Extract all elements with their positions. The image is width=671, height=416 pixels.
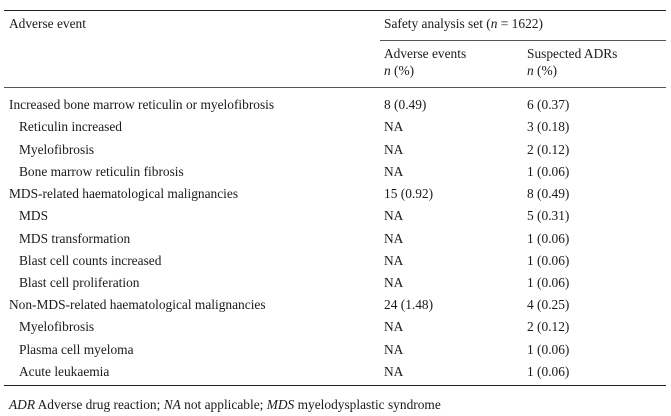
row-label: Bone marrow reticulin fibrosis — [19, 164, 184, 179]
row-label: Myelofibrosis — [19, 319, 95, 334]
row-label: Reticulin increased — [19, 119, 122, 134]
row-adr-value: 1 (0.06) — [527, 231, 570, 246]
row-adr-value: 1 (0.06) — [527, 342, 570, 357]
row-ae-value: NA — [384, 208, 404, 223]
row-ae-value: NA — [384, 342, 404, 357]
header-adverse-events-unit: n (%) — [384, 63, 415, 78]
row-label: Blast cell counts increased — [19, 253, 162, 268]
row-label: Increased bone marrow reticulin or myelofibrosis — [9, 97, 275, 112]
row-adr-value: 4 (0.25) — [527, 297, 570, 312]
row-ae-value: NA — [384, 164, 404, 179]
row-label: Non-MDS-related haematological malignancies — [9, 297, 266, 312]
header-adverse-event: Adverse event — [9, 16, 86, 31]
header-adverse-events: Adverse events — [384, 46, 467, 61]
header-safety-analysis-set: Safety analysis set (n = 1622) — [384, 16, 543, 31]
row-ae-value: NA — [384, 364, 404, 379]
row-ae-value: NA — [384, 231, 404, 246]
table-footnote: ADR Adverse drug reaction; NA not applicable; MDS myelodysplastic syndrome — [9, 397, 441, 412]
row-adr-value: 6 (0.37) — [527, 97, 570, 112]
row-label: MDS transformation — [19, 231, 131, 246]
row-adr-value: 8 (0.49) — [527, 186, 570, 201]
row-adr-value: 5 (0.31) — [527, 208, 570, 223]
row-label: Acute leukaemia — [19, 364, 110, 379]
bottom-rule — [4, 385, 666, 386]
header-bottom-rule — [4, 87, 666, 88]
header-group-rule — [380, 40, 666, 41]
row-ae-value: NA — [384, 119, 404, 134]
row-label: Myelofibrosis — [19, 142, 95, 157]
row-adr-value: 3 (0.18) — [527, 119, 570, 134]
row-ae-value: 15 (0.92) — [384, 186, 434, 201]
row-adr-value: 2 (0.12) — [527, 142, 570, 157]
row-adr-value: 1 (0.06) — [527, 164, 570, 179]
row-adr-value: 1 (0.06) — [527, 364, 570, 379]
header-suspected-adrs: Suspected ADRs — [527, 46, 618, 61]
row-label: Plasma cell myeloma — [19, 342, 134, 357]
header-suspected-adrs-unit: n (%) — [527, 63, 558, 78]
row-ae-value: 24 (1.48) — [384, 297, 434, 312]
row-label: MDS-related haematological malignancies — [9, 186, 239, 201]
row-ae-value: 8 (0.49) — [384, 97, 427, 112]
row-label: Blast cell proliferation — [19, 275, 140, 290]
row-label: MDS — [19, 208, 49, 223]
top-rule — [4, 10, 666, 11]
row-adr-value: 1 (0.06) — [527, 253, 570, 268]
row-ae-value: NA — [384, 253, 404, 268]
row-adr-value: 1 (0.06) — [527, 275, 570, 290]
row-ae-value: NA — [384, 319, 404, 334]
row-ae-value: NA — [384, 142, 404, 157]
row-ae-value: NA — [384, 275, 404, 290]
row-adr-value: 2 (0.12) — [527, 319, 570, 334]
